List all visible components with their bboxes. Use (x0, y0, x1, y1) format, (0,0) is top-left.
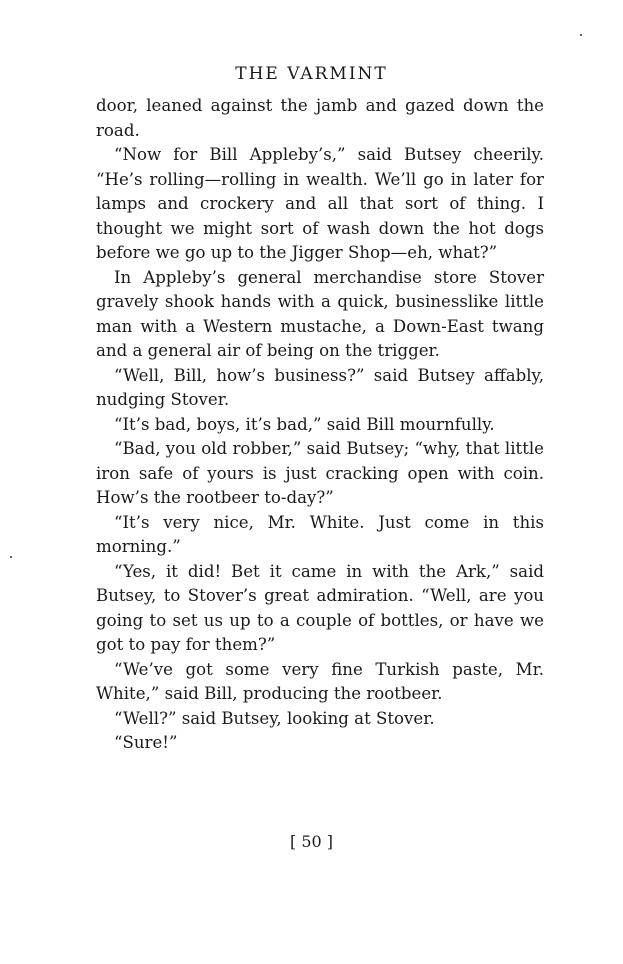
paragraph: “Yes, it did! Bet it came in with the Ark,” said Butsey, to Stover’s great admiration. “Well, are you going to set us up to a couple of bottles, or have we got to pay for them?” (96, 561, 544, 654)
paragraph: “We’ve got some very fine Turkish paste, Mr. White,” said Bill, producing the rootbeer. (96, 659, 544, 703)
page-number: [ 50 ] (289, 832, 333, 851)
paragraph: “Sure!” (114, 733, 178, 752)
scan-speck (10, 556, 12, 558)
paragraph: “Well?” said Butsey, looking at Stover. (114, 708, 435, 728)
paragraph: “Now for Bill Appleby’s,” said Butsey cheerily. “He’s rolling—rolling in wealth. We’ll go in later for lamps and crockery and all that sort of thing. I thought we might sort of wash down the hot dogs before we go up to the Jigger Shop—eh, what?” (96, 145, 544, 262)
running-head: THE VARMINT (235, 64, 388, 84)
paragraph: door, leaned against the jamb and gazed down the road. (96, 96, 544, 140)
scan-speck (580, 34, 582, 36)
paragraph: “Bad, you old robber,” said Butsey; “why, that little iron safe of yours is just cracking open with coin. How’s the rootbeer to-day?” (96, 439, 544, 507)
paragraph: “Well, Bill, how’s business?” said Butsey affably, nudging Stover. (96, 365, 544, 409)
paragraph: “It’s very nice, Mr. White. Just come in this morning.” (96, 512, 544, 556)
paragraph: “It’s bad, boys, it’s bad,” said Bill mournfully. (114, 414, 495, 434)
body-text (96, 94, 544, 756)
paragraph: In Appleby’s general merchandise store Stover gravely shook hands with a quick, businesslike little man with a Western mustache, a Down-East twang and a general air of being on the trigger. (96, 267, 544, 360)
